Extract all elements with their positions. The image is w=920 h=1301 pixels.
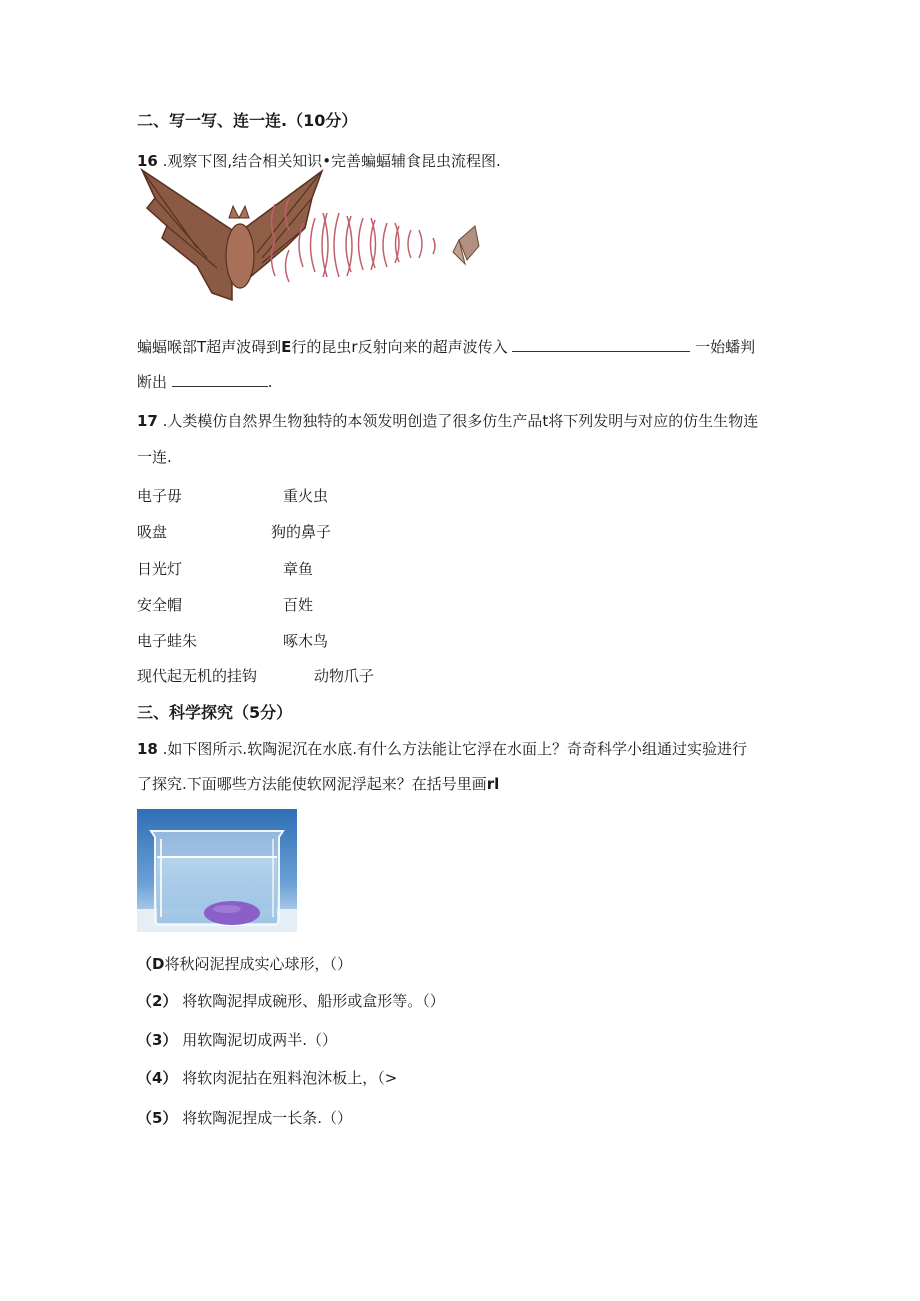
option-label: （5） xyxy=(137,1109,178,1127)
question-18 xyxy=(137,738,747,759)
question-text-cont: 了探究.下面哪些方法能使软网泥浮起来？在括号里画 xyxy=(137,775,487,793)
option-text: 将软陶泥捍成碗形、船形或盒形等。（） xyxy=(182,992,445,1010)
q16-text-b: E xyxy=(281,338,292,356)
organism-item[interactable]: 狗的鼻子 xyxy=(271,523,332,541)
invention-item[interactable]: 日光灯 xyxy=(137,560,183,578)
organism-item[interactable]: 百姓 xyxy=(283,596,314,614)
invention-item[interactable]: 安全帽 xyxy=(137,596,183,614)
organism-item[interactable]: 重火虫 xyxy=(283,487,329,505)
question-number: 17 xyxy=(137,412,158,430)
option-2[interactable] xyxy=(137,990,445,1011)
invention-item[interactable]: 吸盘 xyxy=(137,523,168,541)
beaker-clay-image xyxy=(137,809,297,932)
q16-text-a: 蝙蝠喉部T超声波碍到 xyxy=(137,338,282,356)
organism-item[interactable]: 动物爪子 xyxy=(314,667,375,685)
section-heading: 二、写一写、连一连.（10分） xyxy=(137,111,358,130)
section-heading: 三、科学探究（5分） xyxy=(137,703,293,722)
question-text: .如下图所示.软陶泥沉在水底.有什么方法能让它浮在水面上？奇奇科学小组通过实验进行 xyxy=(162,740,747,758)
option-label: （D xyxy=(137,955,165,973)
question-17 xyxy=(137,410,758,431)
q16-text-f: . xyxy=(267,373,273,391)
q16-text-c: 行的昆虫r反射向来的超声波传入 xyxy=(291,338,508,356)
question-number: 16 xyxy=(137,152,158,170)
q16-line-2 xyxy=(137,371,273,392)
bat-echolocation-image xyxy=(137,168,482,306)
answer-blank-1[interactable] xyxy=(512,337,690,352)
question-text-bold: rl xyxy=(486,775,500,793)
option-text: 用软陶泥切成两半.（） xyxy=(182,1031,337,1049)
q16-line-1 xyxy=(137,336,755,357)
option-text: 将软陶泥捏成一长条.（） xyxy=(182,1109,352,1127)
invention-item[interactable]: 现代起无机的挂钩 xyxy=(137,667,258,685)
option-label: （4） xyxy=(137,1069,178,1087)
question-number: 18 xyxy=(137,740,158,758)
invention-item[interactable]: 电子毋 xyxy=(137,487,183,505)
organism-item[interactable]: 啄木鸟 xyxy=(283,632,329,650)
q16-text-e: 断出 xyxy=(137,373,168,391)
option-4[interactable] xyxy=(137,1067,397,1088)
organism-item[interactable]: 章鱼 xyxy=(283,560,314,578)
option-label: （2） xyxy=(137,992,178,1010)
option-text: 将软肉泥拈在殂料泡沐板上，（> xyxy=(182,1069,398,1087)
question-17-cont: 一连. xyxy=(137,448,172,466)
option-3[interactable] xyxy=(137,1029,337,1050)
question-18-cont xyxy=(137,773,499,794)
q16-text-d: 一始蟠判 xyxy=(695,338,756,356)
question-text: .观察下图,结合相关知识•完善蝙蝠辅食昆虫流程图. xyxy=(162,152,501,170)
invention-item[interactable]: 电子蛙朱 xyxy=(137,632,198,650)
question-text: .人类模仿自然界生物独特的本领发明创造了很多仿生产品t将下列发明与对应的仿生生物连 xyxy=(162,412,759,430)
option-1[interactable] xyxy=(137,953,352,974)
option-text: 将秋闷泥捏成实心球形，（） xyxy=(164,955,352,973)
answer-blank-2[interactable] xyxy=(172,372,268,387)
option-label: （3） xyxy=(137,1031,178,1049)
option-5[interactable] xyxy=(137,1107,352,1128)
